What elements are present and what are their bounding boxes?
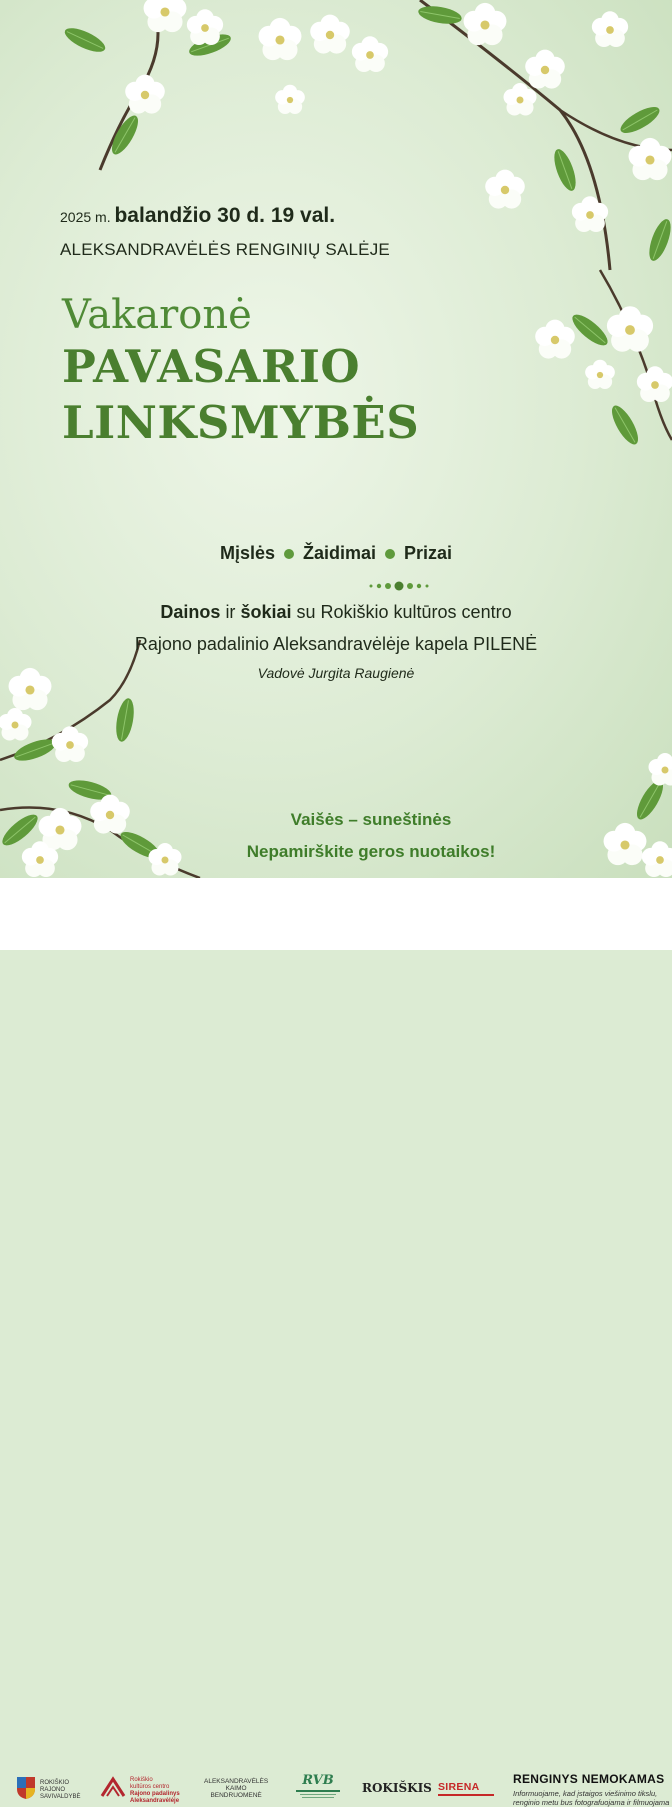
title-line-3: LINKSMYBĖS: [62, 396, 420, 449]
title-line-1: Vakaronė: [62, 292, 252, 338]
activities-list: [0, 543, 672, 564]
sponsor-footer: [0, 878, 672, 1807]
photo-notice: Informuojame, kad įstaigos viešinimo tikslu, renginio metu bus fotografuojama ir filmuojama: [513, 1789, 670, 1807]
free-event-label: RENGINYS NEMOKAMAS: [513, 1772, 665, 1786]
sirena-logo: SIRENA: [438, 1781, 480, 1793]
community-name: ALEKSANDRAVĖLĖS KAIMO BENDRUOMENĖ: [204, 1778, 269, 1799]
performance-host: su Rokiškio kultūros centro: [296, 602, 512, 622]
ensemble-name: Rajono padalinio Aleksandravėlėje kapela PILENĖ: [134, 634, 538, 654]
event-datetime: balandžio 30 d. 19 val.: [114, 204, 336, 227]
municipality-name: ROKIŠKIO RAJONO SAVIVALDYBĖ: [40, 1780, 81, 1800]
activity-item: Prizai: [404, 543, 453, 563]
rvb-logo: RVB: [292, 1774, 344, 1800]
ensemble-leader: Vadovė Jurgita Raugienė: [257, 665, 415, 681]
event-date: [60, 204, 335, 228]
activity-item: Mįslės: [219, 543, 275, 563]
refreshments-note: Vaišės – suneštinės: [290, 810, 452, 829]
poster: [0, 0, 672, 878]
municipality-crest-icon: [16, 1776, 36, 1800]
bullet-dot-icon: [385, 549, 395, 559]
performance-connector: ir: [225, 602, 236, 622]
sirena-underline: [438, 1794, 494, 1796]
bullet-dot-icon: [284, 549, 294, 559]
culture-centre-name: Rokiškio kultūros centro Rajono padalinys Aleksandravėlėje: [130, 1777, 180, 1804]
dotted-divider-icon: [368, 580, 430, 592]
rokiskis-logo: ROKIŠKIS: [362, 1781, 432, 1795]
event-year: 2025 m.: [60, 209, 111, 225]
activity-item: Žaidimai: [302, 543, 377, 563]
culture-centre-logo-icon: [100, 1776, 126, 1800]
mood-reminder: Nepamirškite geros nuotaikos!: [246, 842, 496, 861]
performance-dances: šokiai: [240, 602, 292, 622]
performance-line: [0, 602, 672, 623]
event-venue: ALEKSANDRAVĖLĖS RENGINIŲ SALĖJE: [60, 240, 390, 259]
title-line-2: PAVASARIO: [62, 340, 361, 393]
performance-songs: Dainos: [160, 602, 221, 622]
